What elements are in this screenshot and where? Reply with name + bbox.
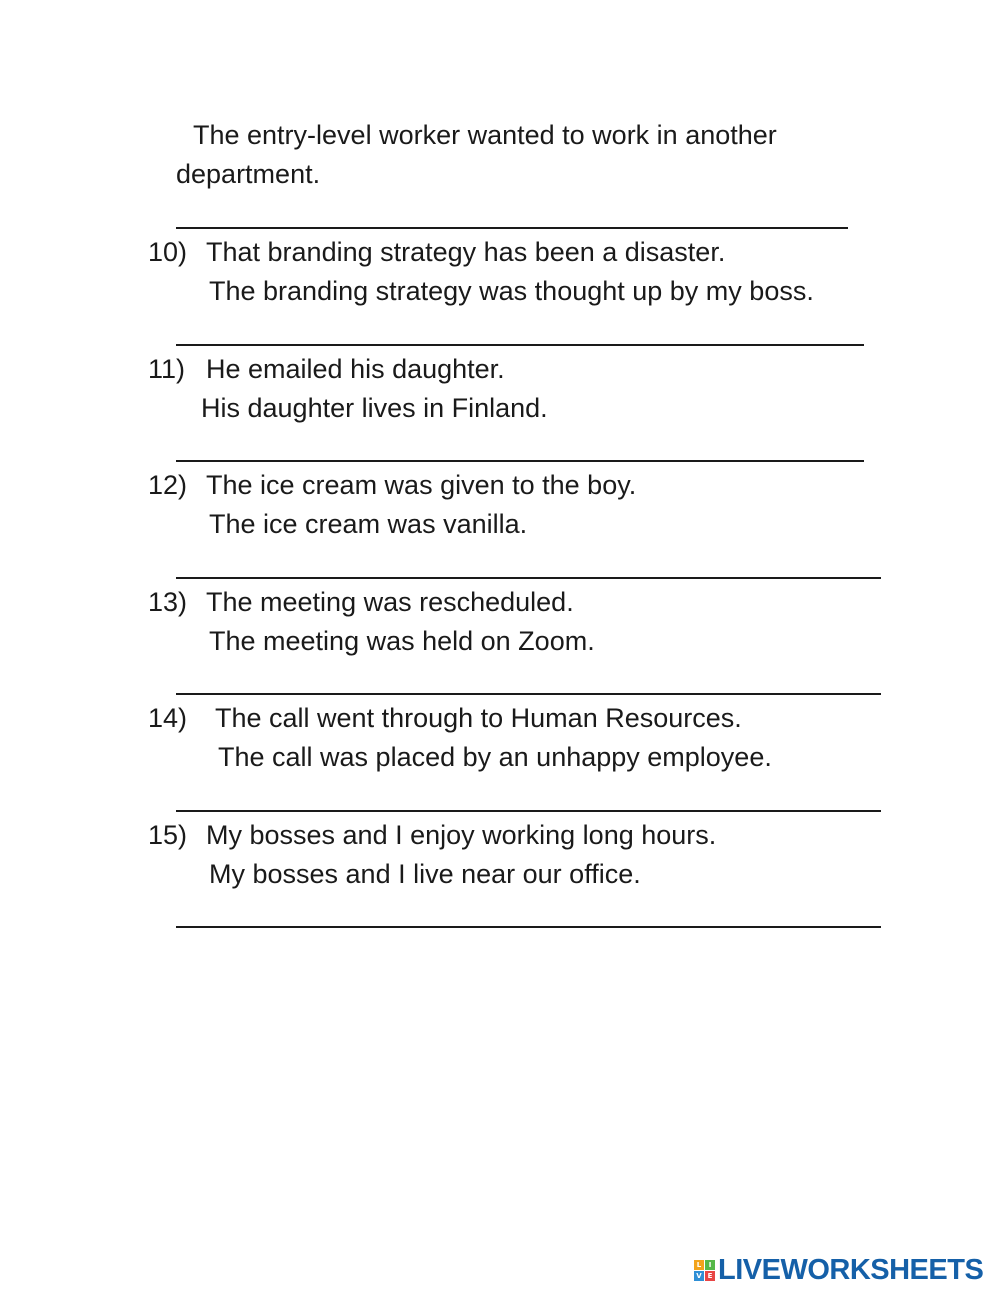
item-13-sentence-2: The meeting was held on Zoom. [209,626,595,656]
item-12-sentence-2: The ice cream was vanilla. [209,509,528,539]
item-11-sentence-1: He emailed his daughter. [206,354,505,384]
item-number-11: 11) [148,354,186,384]
item-14-sentence-2: The call was placed by an unhappy employee. [218,742,772,772]
intro-line-2: department. [176,159,321,189]
item-13-sentence-1: The meeting was rescheduled. [206,587,574,617]
item-11-sentence-2: His daughter lives in Finland. [201,393,548,423]
liveworksheets-logo-icon [694,1260,715,1281]
item-15-sentence-2: My bosses and I live near our office. [209,859,641,889]
item-14-sentence-1: The call went through to Human Resources. [215,703,742,733]
logo-cell-v: V [694,1271,704,1281]
item-15-sentence-1: My bosses and I enjoy working long hours. [206,820,717,850]
intro-line-1: The entry-level worker wanted to work in another [193,120,777,150]
logo-cell-i: I [705,1260,715,1270]
answer-line-12[interactable] [176,577,881,579]
item-number-13: 13) [148,587,188,617]
liveworksheets-brand-text: LIVEWORKSHEETS [718,1254,984,1286]
answer-line-9[interactable] [176,227,848,229]
logo-cell-l: L [694,1260,704,1270]
item-12-sentence-1: The ice cream was given to the boy. [206,470,637,500]
answer-line-13[interactable] [176,693,881,695]
answer-line-10[interactable] [176,344,864,346]
answer-line-15[interactable] [176,926,881,928]
item-number-12: 12) [148,470,188,500]
answer-line-14[interactable] [176,810,881,812]
item-number-14: 14) [148,703,188,733]
item-10-sentence-1: That branding strategy has been a disaster. [206,237,726,267]
item-10-sentence-2: The branding strategy was thought up by my boss. [209,276,814,306]
logo-cell-e: E [705,1271,715,1281]
item-number-15: 15) [148,820,188,850]
answer-line-11[interactable] [176,460,864,462]
liveworksheets-logo [694,1255,983,1285]
item-number-10: 10) [148,237,188,267]
